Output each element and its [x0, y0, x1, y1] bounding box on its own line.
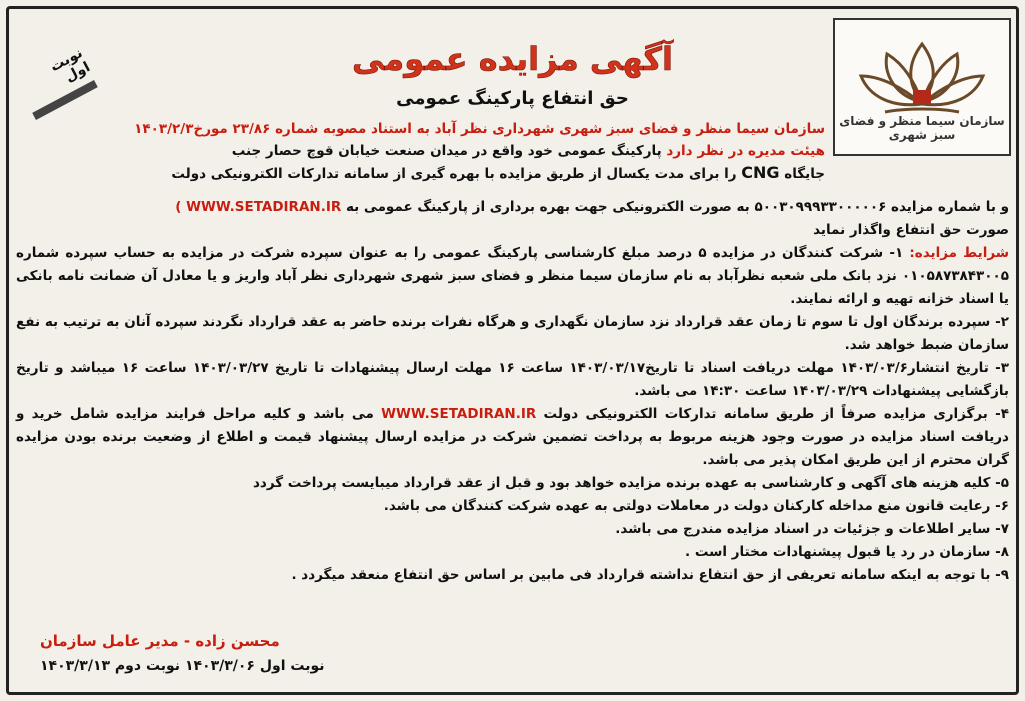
intro-line-4 — [16, 196, 1009, 219]
condition-9: ۹- با توجه به اینکه سامانه تعریفی از حق انتفاع نداشته قرارداد فی مابین بر اساس حق انتفاع منعقد میگردد . — [291, 567, 1009, 583]
publication-dates: نوبت اول ۱۴۰۳/۳/۰۶ نوبت دوم ۱۴۰۳/۳/۱۳ — [40, 658, 325, 674]
intro-line-3-b: را برای مدت یکسال از طریق مزایده با بهره گیری از سامانه تدارکات الکترونیکی دولت — [171, 166, 737, 182]
intro-line-4-text: و با شماره مزایده ۵۰۰۳۰۹۹۹۳۳۰۰۰۰۰۶ به صورت الکترونیکی جهت بهره برداری از پارکینگ عمومی به — [345, 199, 1009, 215]
organization-logo — [833, 18, 1011, 156]
intro-line-3-a: جایگاه — [784, 166, 825, 182]
page-title: آگهی مزایده عمومی — [352, 40, 673, 78]
setadiran-link-2[interactable]: WWW.SETADIRAN.IR — [381, 406, 537, 422]
condition-2: ۲- سپرده برندگان اول تا سوم تا زمان عقد قرارداد نزد سازمان نگهداری و هرگاه نفرات برنده حاضر به عقد قرارداد نگردند سپرده آنان به ترتیب به نفع سازمان ضبط خواهد شد. — [16, 314, 1009, 353]
intro-line-2-text: پارکینگ عمومی خود واقع در میدان صنعت خیابان قوچ حصار جنب — [231, 143, 662, 159]
publication-stamp — [14, 24, 93, 88]
conditions-title: شرایط مزایده: — [909, 245, 1010, 261]
intro-line-1: سازمان سیما منظر و فضای سبز شهری شهرداری نظر آباد به استناد مصوبه شماره ۲۳/۸۶ مورخ۱۴۰۳/۲/۳ — [134, 121, 825, 137]
intro-line-3 — [16, 162, 825, 185]
cng-label: CNG — [741, 163, 780, 182]
condition-7: ۷- سایر اطلاعات و جزئیات در اسناد مزایده مندرج می باشد. — [615, 521, 1009, 537]
intro-line-2 — [16, 140, 825, 162]
condition-3: ۳- تاریخ انتشار۱۴۰۳/۰۳/۶ مهلت دریافت اسناد تا تاریخ۱۴۰۳/۰۳/۱۷ ساعت ۱۶ مهلت ارسال پیشنهادات تا تاریخ ۱۴۰۳/۰۳/۲۷ ساعت ۱۶ میباشد و تاریخ بازگشایی پیشنهادات ۱۴۰۳/۰۳/۲۹ ساعت ۱۴:۳۰ می باشد. — [16, 360, 1009, 399]
condition-1-text: ۱- شرکت کنندگان در مزایده ۵ درصد مبلغ کارشناسی پارکینگ عمومی را به عنوان سپرده شرکت در مزایده به حساب سپرده شماره ۰۱۰۵۸۷۳۸۴۳۰۰۵ نزد بانک ملی شعبه نظرآباد به نام سازمان سیما منظر و فضای سبز شهری شهرداری نظر آباد واریز و یا معادل آن ضمانت نامه بانکی یا اسناد خزانه تهیه و ارائه نمایند. — [16, 245, 1009, 307]
lotus-logo-icon — [835, 24, 1009, 124]
condition-8: ۸- سازمان در رد یا قبول پیشنهادات مختار است . — [685, 544, 1009, 560]
condition-5: ۵- کلیه هزینه های آگهی و کارشناسی به عهده برنده مزایده خواهد بود و قبل از عقد قرارداد میبایست پرداخت گردد — [252, 475, 1009, 491]
logo-caption: سازمان سیما منظر و فضای سبز شهری — [839, 114, 1005, 142]
page-subtitle: حق انتفاع پارکینگ عمومی — [396, 88, 629, 109]
setadiran-link-1[interactable]: ( WWW.SETADIRAN.IR — [175, 199, 342, 215]
condition-4-a: ۴- برگزاری مزایده صرفاً از طریق سامانه تدارکات الکترونیکی دولت — [543, 406, 1009, 422]
stamp-label: نوبت اول — [47, 45, 93, 86]
condition-4-b: می باشد و کلیه مراحل فرایند مزایده شامل خرید و دریافت اسناد مزایده در صورت وجود هزینه مربوط به پرداخت تضمین شرکت در مزایده ارسال پیشنهاد قیمت و اطلاع از وضعیت برنده بودن مزایده گران محترم از این طریق امکان پذیر می باشد. — [16, 406, 1009, 468]
intro-paragraph — [16, 118, 825, 185]
condition-6: ۶- رعایت قانون منع مداخله کارکنان دولت در معاملات دولتی به عهده شرکت کنندگان می باشد. — [383, 498, 1009, 514]
intro-continuation — [16, 196, 1009, 587]
signature: محسن زاده - مدیر عامل سازمان — [40, 632, 280, 650]
intro-line-5: صورت حق انتفاع واگذار نماید — [813, 222, 1009, 238]
condition-1 — [16, 242, 1009, 311]
intro-highlight: هیئت مدیره در نظر دارد — [666, 143, 825, 159]
condition-4 — [16, 403, 1009, 472]
